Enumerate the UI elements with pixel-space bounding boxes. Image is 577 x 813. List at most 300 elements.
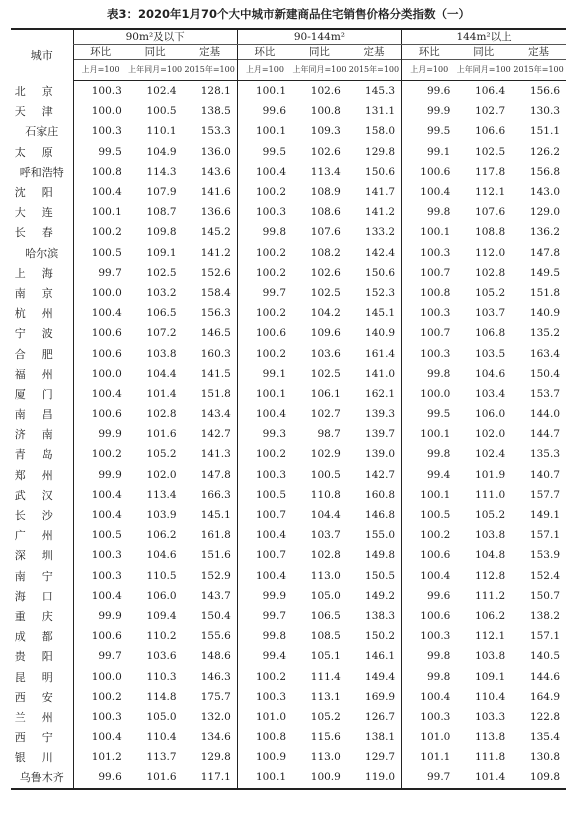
table-row <box>11 566 566 586</box>
table-row <box>11 303 566 323</box>
index-value: 100.6 <box>402 545 457 565</box>
table-row <box>11 424 566 444</box>
index-value: 144.7 <box>529 428 560 441</box>
index-value: 100.6 <box>73 626 128 646</box>
city-name: 银川 <box>14 751 69 765</box>
index-value: 104.6 <box>475 367 506 380</box>
index-value: 99.8 <box>237 222 292 242</box>
index-value: 99.8 <box>237 626 292 646</box>
index-value: 109.1 <box>146 246 177 259</box>
index-value: 100.5 <box>73 243 128 263</box>
city-name: 西安 <box>14 690 69 704</box>
index-value: 100.4 <box>237 525 292 545</box>
city-name: 重庆 <box>14 609 69 623</box>
index-value: 100.4 <box>237 404 292 424</box>
index-value: 141.2 <box>200 246 231 259</box>
city-name: 西宁 <box>14 731 69 745</box>
column-header: 同比 <box>308 45 330 58</box>
column-header: 环比 <box>402 45 457 60</box>
index-value: 99.7 <box>237 606 292 626</box>
index-value: 100.5 <box>73 525 128 545</box>
index-value: 103.6 <box>310 347 341 360</box>
index-value: 140.9 <box>365 327 396 340</box>
index-value: 142.7 <box>365 468 396 481</box>
index-value: 100.2 <box>237 343 292 363</box>
index-value: 129.8 <box>365 145 396 158</box>
column-subheader: 上月=100 <box>73 60 128 81</box>
city-name: 福州 <box>14 367 69 381</box>
table-row <box>11 626 566 646</box>
index-value: 129.7 <box>365 751 396 764</box>
city-name: 大连 <box>14 206 69 220</box>
index-value: 100.2 <box>237 182 292 202</box>
index-value: 138.2 <box>529 609 560 622</box>
index-value: 100.5 <box>237 485 292 505</box>
index-value: 100.6 <box>237 323 292 343</box>
city-name: 天津 <box>14 105 69 119</box>
index-value: 105.2 <box>475 286 506 299</box>
index-value: 114.3 <box>146 165 177 178</box>
table-row <box>11 606 566 626</box>
index-value: 109.6 <box>310 327 341 340</box>
index-value: 103.8 <box>146 347 177 360</box>
index-value: 100.3 <box>237 687 292 707</box>
index-value: 100.2 <box>73 687 128 707</box>
index-value: 155.6 <box>200 630 231 643</box>
index-value: 106.8 <box>475 327 506 340</box>
index-value: 164.9 <box>529 690 560 703</box>
city-name: 杭州 <box>14 307 69 321</box>
index-value: 104.9 <box>146 145 177 158</box>
index-value: 138.5 <box>200 105 231 118</box>
index-value: 100.3 <box>73 707 128 727</box>
index-value: 140.5 <box>529 650 560 663</box>
index-value: 148.6 <box>200 650 231 663</box>
table-row <box>11 767 566 788</box>
city-name: 合肥 <box>14 347 69 361</box>
city-name: 青岛 <box>14 448 69 462</box>
index-value: 140.9 <box>529 307 560 320</box>
index-value: 160.3 <box>200 347 231 360</box>
index-value: 108.8 <box>475 226 506 239</box>
index-value: 103.9 <box>146 509 177 522</box>
index-value: 99.7 <box>402 767 457 788</box>
index-value: 134.6 <box>200 731 231 744</box>
city-name: 宁波 <box>14 327 69 341</box>
city-name: 上海 <box>14 266 69 280</box>
group-header-small: 90m²及以下 <box>73 29 237 45</box>
index-value: 100.5 <box>310 468 341 481</box>
column-subheader: 2015年=100 <box>347 60 402 81</box>
index-value: 102.5 <box>310 367 341 380</box>
index-value: 99.5 <box>402 121 457 141</box>
index-value: 119.0 <box>347 767 402 788</box>
index-value: 100.1 <box>402 222 457 242</box>
column-subheader: 上月=100 <box>402 60 457 81</box>
index-value: 104.8 <box>475 549 506 562</box>
index-value: 99.7 <box>237 283 292 303</box>
index-value: 152.6 <box>200 266 231 279</box>
index-value: 105.2 <box>146 448 177 461</box>
column-subheader: 上年同月=100 <box>128 60 183 81</box>
index-value: 105.2 <box>310 710 341 723</box>
index-value: 99.1 <box>237 364 292 384</box>
column-subheader: 上月=100 <box>237 60 292 81</box>
index-value: 100.2 <box>237 666 292 686</box>
index-value: 100.6 <box>73 343 128 363</box>
index-value: 109.8 <box>146 226 177 239</box>
city-name: 广州 <box>14 529 69 543</box>
index-value: 110.1 <box>146 125 177 138</box>
index-value: 103.7 <box>475 307 506 320</box>
index-value: 162.1 <box>365 387 396 400</box>
index-value: 112.1 <box>475 630 506 643</box>
index-value: 100.7 <box>402 263 457 283</box>
index-value: 100.6 <box>73 404 128 424</box>
index-value: 169.9 <box>365 690 396 703</box>
city-name: 长沙 <box>14 509 69 523</box>
index-value: 100.3 <box>73 81 128 102</box>
index-value: 100.2 <box>237 303 292 323</box>
index-value: 163.4 <box>529 347 560 360</box>
index-value: 108.7 <box>146 206 177 219</box>
index-value: 102.9 <box>310 448 341 461</box>
index-value: 135.3 <box>529 448 560 461</box>
index-value: 104.2 <box>310 307 341 320</box>
index-value: 102.6 <box>310 85 341 98</box>
index-value: 99.6 <box>73 767 128 788</box>
city-column-header: 城市 <box>11 29 73 81</box>
index-value: 126.7 <box>365 710 396 723</box>
city-name: 海口 <box>14 589 69 603</box>
index-value: 158.4 <box>200 286 231 299</box>
table-row <box>11 545 566 565</box>
index-value: 105.0 <box>310 589 341 602</box>
index-value: 99.3 <box>237 424 292 444</box>
group-header-large: 144m²以上 <box>402 29 566 45</box>
index-value: 100.4 <box>73 384 128 404</box>
city-name: 石家庄 <box>25 125 59 139</box>
index-value: 109.4 <box>146 609 177 622</box>
index-value: 106.2 <box>146 529 177 542</box>
index-value: 100.3 <box>402 343 457 363</box>
index-value: 100.0 <box>73 666 128 686</box>
index-value: 100.4 <box>73 485 128 505</box>
index-value: 102.4 <box>475 448 506 461</box>
index-value: 100.1 <box>237 767 292 788</box>
index-value: 111.8 <box>475 751 506 764</box>
index-value: 100.6 <box>402 606 457 626</box>
index-value: 107.9 <box>146 186 177 199</box>
index-value: 107.6 <box>475 206 506 219</box>
index-value: 113.7 <box>146 751 177 764</box>
index-value: 144.0 <box>529 408 560 421</box>
index-value: 142.7 <box>200 428 231 441</box>
index-value: 100.1 <box>237 81 292 102</box>
index-value: 141.7 <box>365 186 396 199</box>
index-value: 113.0 <box>310 569 341 582</box>
index-value: 109.1 <box>475 670 506 683</box>
index-value: 100.3 <box>73 545 128 565</box>
index-value: 100.6 <box>73 323 128 343</box>
index-value: 111.2 <box>475 589 506 602</box>
index-value: 99.8 <box>402 444 457 464</box>
index-value: 129.0 <box>529 206 560 219</box>
table-row <box>11 162 566 182</box>
index-value: 106.0 <box>146 589 177 602</box>
city-name: 长春 <box>14 226 69 240</box>
index-value: 150.2 <box>365 630 396 643</box>
index-value: 113.4 <box>310 165 341 178</box>
city-name: 厦门 <box>14 387 69 401</box>
table-row <box>11 727 566 747</box>
index-value: 160.8 <box>365 488 396 501</box>
index-value: 132.0 <box>200 710 231 723</box>
column-header: 环比 <box>237 45 292 60</box>
index-value: 104.6 <box>146 549 177 562</box>
index-value: 108.9 <box>310 186 341 199</box>
index-value: 117.1 <box>183 767 238 788</box>
index-value: 175.7 <box>200 690 231 703</box>
index-value: 99.8 <box>402 646 457 666</box>
price-index-table <box>11 28 566 790</box>
city-name: 深圳 <box>14 549 69 563</box>
city-name: 北京 <box>14 84 69 98</box>
index-value: 108.2 <box>310 246 341 259</box>
index-value: 145.3 <box>365 85 396 98</box>
city-name: 沈阳 <box>14 186 69 200</box>
index-value: 139.7 <box>365 428 396 441</box>
index-value: 146.1 <box>365 650 396 663</box>
index-value: 166.3 <box>200 488 231 501</box>
city-name: 武汉 <box>14 488 69 502</box>
index-value: 100.0 <box>402 384 457 404</box>
index-value: 161.8 <box>200 529 231 542</box>
index-value: 150.6 <box>365 165 396 178</box>
index-value: 100.2 <box>73 444 128 464</box>
index-value: 141.5 <box>200 367 231 380</box>
index-value: 117.8 <box>475 165 506 178</box>
index-value: 102.0 <box>146 468 177 481</box>
index-value: 146.3 <box>200 670 231 683</box>
table-row <box>11 586 566 606</box>
index-value: 100.4 <box>402 687 457 707</box>
table-row <box>11 142 566 162</box>
index-value: 99.4 <box>237 646 292 666</box>
index-value: 139.0 <box>365 448 396 461</box>
index-value: 130.8 <box>529 751 560 764</box>
index-value: 141.0 <box>365 367 396 380</box>
index-value: 153.3 <box>200 125 231 138</box>
table-row <box>11 343 566 363</box>
table-row <box>11 747 566 767</box>
index-value: 99.8 <box>402 666 457 686</box>
index-value: 126.2 <box>529 145 560 158</box>
index-value: 101.6 <box>146 428 177 441</box>
index-value: 99.5 <box>237 142 292 162</box>
index-value: 100.0 <box>73 101 128 121</box>
column-subheader: 上年同月=100 <box>456 60 511 81</box>
column-header: 定基 <box>528 45 550 58</box>
index-value: 100.7 <box>237 545 292 565</box>
index-value: 100.4 <box>402 566 457 586</box>
table-row <box>11 465 566 485</box>
index-value: 101.4 <box>456 767 511 788</box>
index-value: 100.1 <box>237 384 292 404</box>
table-row <box>11 243 566 263</box>
index-value: 102.7 <box>310 408 341 421</box>
city-name: 成都 <box>14 630 69 644</box>
index-value: 115.6 <box>310 731 341 744</box>
index-value: 99.9 <box>402 101 457 121</box>
index-value: 100.2 <box>237 444 292 464</box>
index-value: 99.8 <box>402 202 457 222</box>
index-value: 157.1 <box>529 529 560 542</box>
index-value: 103.8 <box>475 650 506 663</box>
table-row <box>11 202 566 222</box>
index-value: 101.6 <box>128 767 183 788</box>
city-name: 兰州 <box>14 710 69 724</box>
index-value: 150.6 <box>365 266 396 279</box>
table-row <box>11 404 566 424</box>
index-value: 100.4 <box>237 162 292 182</box>
index-value: 104.4 <box>310 509 341 522</box>
index-value: 105.0 <box>146 710 177 723</box>
index-value: 145.1 <box>365 307 396 320</box>
index-value: 100.4 <box>73 727 128 747</box>
table-row <box>11 525 566 545</box>
index-value: 153.7 <box>529 387 560 400</box>
table-row <box>11 222 566 242</box>
index-value: 99.6 <box>402 586 457 606</box>
index-value: 156.3 <box>200 307 231 320</box>
index-value: 153.9 <box>529 549 560 562</box>
index-value: 100.3 <box>73 566 128 586</box>
index-value: 106.5 <box>146 307 177 320</box>
table-row <box>11 121 566 141</box>
column-header: 同比 <box>473 45 495 58</box>
index-value: 102.5 <box>475 145 506 158</box>
index-value: 102.0 <box>475 428 506 441</box>
index-value: 99.7 <box>73 263 128 283</box>
index-value: 136.0 <box>200 145 231 158</box>
index-value: 131.1 <box>365 105 396 118</box>
index-value: 100.1 <box>402 424 457 444</box>
index-value: 150.4 <box>200 609 231 622</box>
index-value: 104.4 <box>146 367 177 380</box>
index-value: 141.6 <box>200 186 231 199</box>
index-value: 112.8 <box>475 569 506 582</box>
column-header: 环比 <box>73 45 128 60</box>
index-value: 100.4 <box>73 303 128 323</box>
table-row <box>11 707 566 727</box>
index-value: 149.2 <box>365 589 396 602</box>
index-value: 156.6 <box>529 85 560 98</box>
city-name: 乌鲁木齐 <box>11 767 73 788</box>
index-value: 110.5 <box>146 569 177 582</box>
index-value: 100.0 <box>73 364 128 384</box>
index-value: 151.8 <box>529 286 560 299</box>
column-header: 定基 <box>363 45 385 58</box>
table-row <box>11 444 566 464</box>
index-value: 99.1 <box>402 142 457 162</box>
index-value: 141.3 <box>200 448 231 461</box>
index-value: 128.1 <box>200 85 231 98</box>
column-subheader: 上年同月=100 <box>292 60 347 81</box>
index-value: 99.5 <box>73 142 128 162</box>
index-value: 143.4 <box>200 408 231 421</box>
index-value: 110.4 <box>475 690 506 703</box>
city-name: 呼和浩特 <box>19 165 64 179</box>
city-name: 太原 <box>14 145 69 159</box>
index-value: 106.1 <box>310 387 341 400</box>
index-value: 100.8 <box>73 162 128 182</box>
table-row <box>11 182 566 202</box>
index-value: 138.1 <box>365 731 396 744</box>
index-value: 100.2 <box>73 222 128 242</box>
index-value: 110.4 <box>146 731 177 744</box>
index-value: 100.5 <box>146 105 177 118</box>
table-row <box>11 646 566 666</box>
index-value: 144.6 <box>529 670 560 683</box>
index-value: 150.4 <box>529 367 560 380</box>
index-value: 143.0 <box>529 186 560 199</box>
index-value: 99.9 <box>73 606 128 626</box>
index-value: 102.8 <box>310 549 341 562</box>
index-value: 102.5 <box>310 286 341 299</box>
index-value: 99.5 <box>402 404 457 424</box>
index-value: 145.2 <box>200 226 231 239</box>
index-value: 108.6 <box>310 206 341 219</box>
city-name: 贵阳 <box>14 650 69 664</box>
index-value: 101.0 <box>402 727 457 747</box>
index-value: 107.6 <box>310 226 341 239</box>
index-value: 109.3 <box>310 125 341 138</box>
index-value: 100.3 <box>73 121 128 141</box>
index-value: 161.4 <box>365 347 396 360</box>
index-value: 99.6 <box>402 81 457 102</box>
index-value: 106.4 <box>475 85 506 98</box>
index-value: 149.4 <box>365 670 396 683</box>
index-value: 101.4 <box>146 387 177 400</box>
table-row <box>11 687 566 707</box>
table-row <box>11 485 566 505</box>
index-value: 122.8 <box>529 710 560 723</box>
table-row <box>11 283 566 303</box>
index-value: 102.4 <box>146 85 177 98</box>
index-value: 151.6 <box>200 549 231 562</box>
index-value: 112.0 <box>475 246 506 259</box>
group-header-medium: 90-144m² <box>237 29 401 45</box>
city-name: 哈尔滨 <box>25 246 59 260</box>
table-row <box>11 323 566 343</box>
index-value: 100.7 <box>402 323 457 343</box>
index-value: 100.8 <box>310 105 341 118</box>
index-value: 107.2 <box>146 327 177 340</box>
index-value: 100.4 <box>402 182 457 202</box>
index-value: 100.0 <box>73 283 128 303</box>
index-value: 102.6 <box>310 266 341 279</box>
index-value: 100.2 <box>237 263 292 283</box>
index-value: 157.7 <box>529 488 560 501</box>
index-value: 113.8 <box>475 731 506 744</box>
index-value: 152.3 <box>365 286 396 299</box>
index-value: 103.4 <box>475 387 506 400</box>
index-value: 106.5 <box>310 609 341 622</box>
index-value: 99.7 <box>73 646 128 666</box>
index-value: 139.3 <box>365 408 396 421</box>
index-value: 102.7 <box>475 105 506 118</box>
